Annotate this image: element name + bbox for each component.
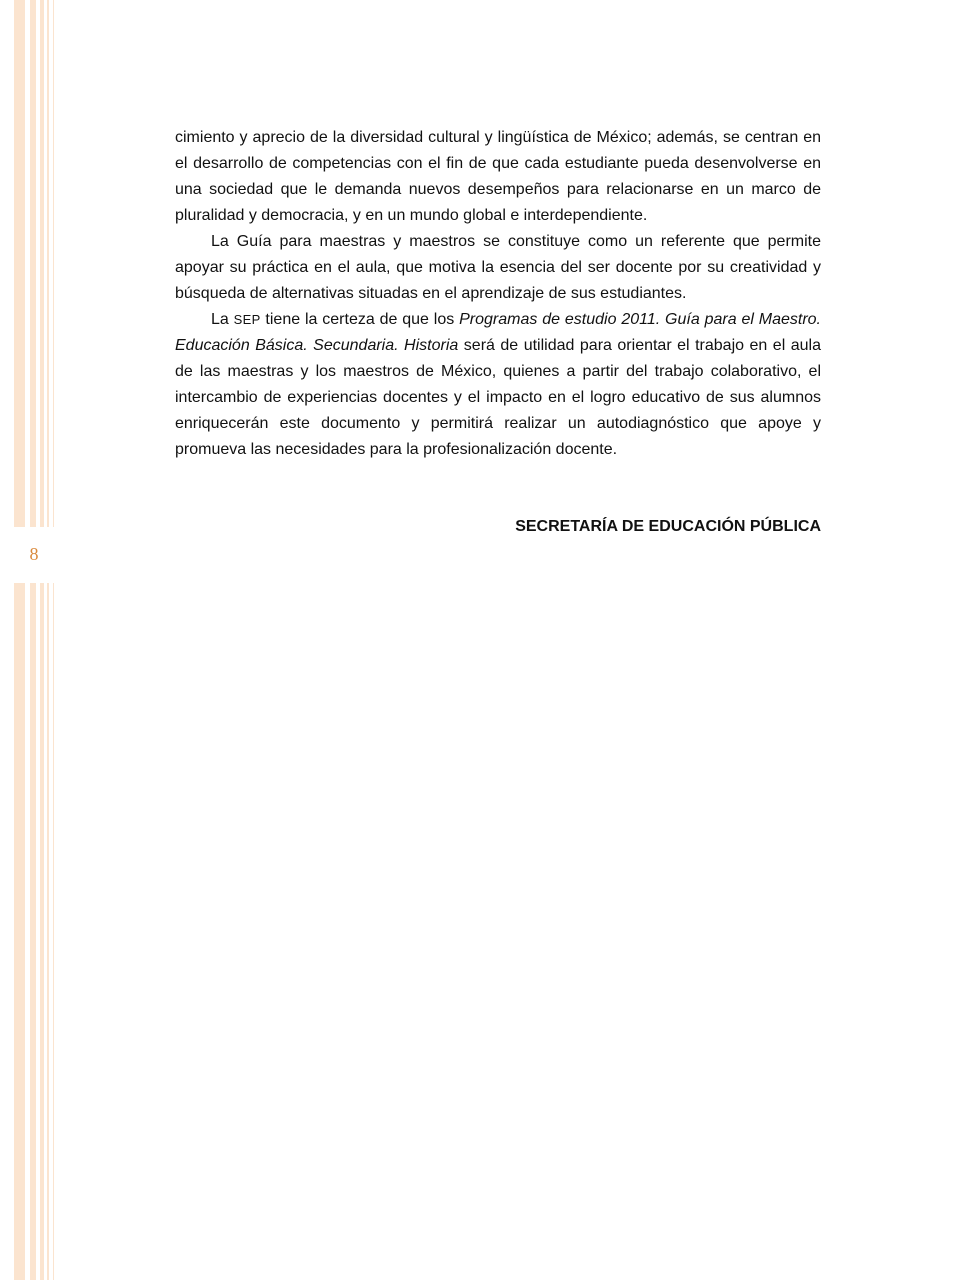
margin-stripe — [30, 0, 36, 1280]
publication-title: Programas de estudio 2011. Guía para el Maestro. Educación Básica. Secundaria. Historia — [175, 311, 821, 354]
paragraph-3-text-c: será de utilidad para orientar el trabajo en el aula de las maestras y los maestros de México, quienes a partir del trabajo colaborativo, el intercambio de experiencias docentes y el impacto en el logro educativo de sus alumnos enriquecerán este documento y permitirá realizar un autodiagnóstico que apoye y promueva las necesidades para la profesionalización docente. — [175, 337, 821, 458]
sep-acronym: SEP — [233, 312, 261, 327]
margin-stripe — [40, 0, 44, 1280]
signature: SECRETARÍA DE EDUCACIÓN PÚBLICA — [515, 518, 821, 535]
body-text — [175, 125, 821, 463]
paragraph-3-text-b: tiene la certeza de que los — [260, 311, 460, 328]
paragraph-2: La Guía para maestras y maestros se constituye como un referente que permite apoyar su práctica en el aula, que motiva la esencia del ser docente por su creatividad y búsqueda de alternativas situadas en el aprendizaje de sus estudiantes. — [175, 233, 821, 302]
paragraph-3-text-a: La — [211, 311, 234, 328]
decorative-margin-stripes — [0, 0, 60, 1280]
margin-stripe — [14, 0, 25, 1280]
margin-stripe — [53, 0, 54, 1280]
page-number: 8 — [29, 544, 39, 564]
paragraph-1: cimiento y aprecio de la diversidad cultural y lingüística de México; además, se centran en el desarrollo de competencias con el fin de que cada estudiante pueda desenvolverse en una sociedad que le demanda nuevos desempeños para relacionarse en un marco de pluralidad y democracia, y en un mundo global e interdependiente. — [175, 129, 821, 224]
paragraph-3 — [175, 307, 821, 463]
margin-stripe — [47, 0, 49, 1280]
